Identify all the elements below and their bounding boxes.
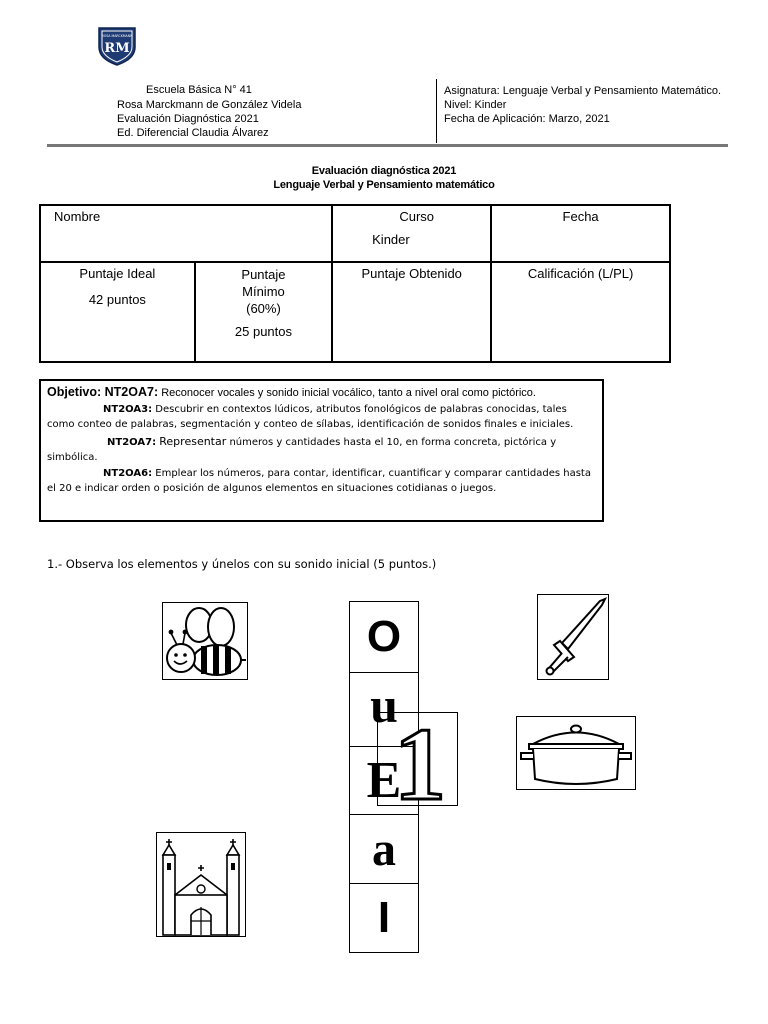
nombre-label: Nombre: [54, 209, 101, 224]
letter-a: a: [372, 822, 396, 876]
church-icon: [157, 833, 245, 936]
objective-3-verb: Representar: [159, 434, 227, 448]
logo-ring-text: ROSA MARCKMANN: [101, 34, 133, 38]
puntaje-ideal-label: Puntaje Ideal: [79, 266, 156, 281]
curso-value: Kinder: [372, 232, 410, 247]
header-rule: [47, 144, 728, 147]
puntaje-ideal-value: 42 puntos: [88, 292, 146, 307]
sword-picture[interactable]: [537, 594, 609, 680]
page-subtitle: Lenguaje Verbal y Pensamiento matemático: [273, 179, 495, 191]
puntaje-ideal-cell: [40, 262, 195, 362]
curso-label: Curso: [399, 209, 435, 224]
letter-u: u: [370, 677, 398, 733]
header-level: Nivel: Kinder: [444, 99, 507, 111]
puntaje-obtenido-cell[interactable]: [332, 262, 491, 362]
number-one-icon: [378, 713, 457, 805]
overlay-number: 1: [394, 713, 446, 805]
header-divider: [436, 79, 437, 143]
fecha-label: Fecha: [562, 209, 599, 224]
school-logo: [97, 25, 137, 67]
calificacion-cell[interactable]: [491, 262, 670, 362]
letter-e: E: [366, 752, 402, 809]
sword-icon: [538, 595, 608, 679]
objective-2-text: Descubrir en contextos lúdicos, atributos fonológicos de palabras conocidas, tales como conteo de palabras, segmentación y conteo de sílabas, identificación de sonidos finales e iniciales.: [47, 403, 574, 430]
letter-i: I: [377, 893, 391, 942]
letter-cell-o[interactable]: [349, 601, 419, 673]
objective-2-code: NT2OA3:: [103, 403, 153, 415]
puntaje-minimo-label: Puntaje Mínimo (60%): [241, 267, 286, 316]
curso-cell[interactable]: [332, 205, 491, 262]
header-school-name: Rosa Marckmann de González Videla: [117, 99, 302, 111]
student-info-table: [39, 204, 671, 363]
header-teacher: Ed. Diferencial Claudia Álvarez: [117, 127, 269, 139]
church-picture[interactable]: [156, 832, 246, 937]
question-1: 1.- Observa los elementos y únelos con su sonido inicial (5 puntos.): [47, 557, 437, 571]
header-subject: Asignatura: Lenguaje Verbal y Pensamiento Matemático.: [444, 85, 721, 97]
objectives-box: [39, 379, 604, 522]
bee-picture[interactable]: [162, 602, 248, 680]
header-school: Escuela Básica N° 41: [146, 84, 252, 96]
header-evaluation: Evaluación Diagnóstica 2021: [117, 113, 259, 125]
bee-icon: [163, 603, 247, 679]
objective-4-code: NT2OA6:: [103, 467, 153, 479]
letter-cell-i[interactable]: [349, 883, 419, 953]
objective-3-code: NT2OA7:: [107, 436, 157, 448]
page-title: Evaluación diagnóstica 2021: [311, 165, 457, 177]
letter-o: O: [366, 612, 402, 661]
logo-initials: RM: [104, 41, 130, 56]
objective-1-text: Reconocer vocales y sonido inicial vocálico, tanto a nivel oral como pictórico.: [161, 387, 536, 399]
number-one-picture[interactable]: [377, 712, 458, 806]
nombre-cell[interactable]: [40, 205, 332, 262]
puntaje-obtenido-label: Puntaje Obtenido: [361, 266, 462, 281]
pot-icon: [517, 717, 635, 789]
objective-3-text: números y cantidades hasta el 10, en forma concreta, pictórica y simbólica.: [47, 436, 557, 463]
puntaje-minimo-cell: [195, 262, 332, 362]
calificacion-label: Calificación (L/PL): [527, 266, 634, 281]
letter-cell-a[interactable]: [349, 814, 419, 884]
pot-picture[interactable]: [516, 716, 636, 790]
header-date: Fecha de Aplicación: Marzo, 2021: [444, 113, 610, 125]
fecha-cell[interactable]: [491, 205, 670, 262]
objective-1-prefix: Objetivo: NT2OA7:: [47, 385, 159, 399]
puntaje-minimo-value: 25 puntos: [234, 324, 292, 339]
objective-4-text: Emplear los números, para contar, identificar, cuantificar y comparar cantidades hasta el 20 e indicar orden o posición de algunos elementos en situaciones cotidianas o juegos.: [47, 467, 591, 494]
